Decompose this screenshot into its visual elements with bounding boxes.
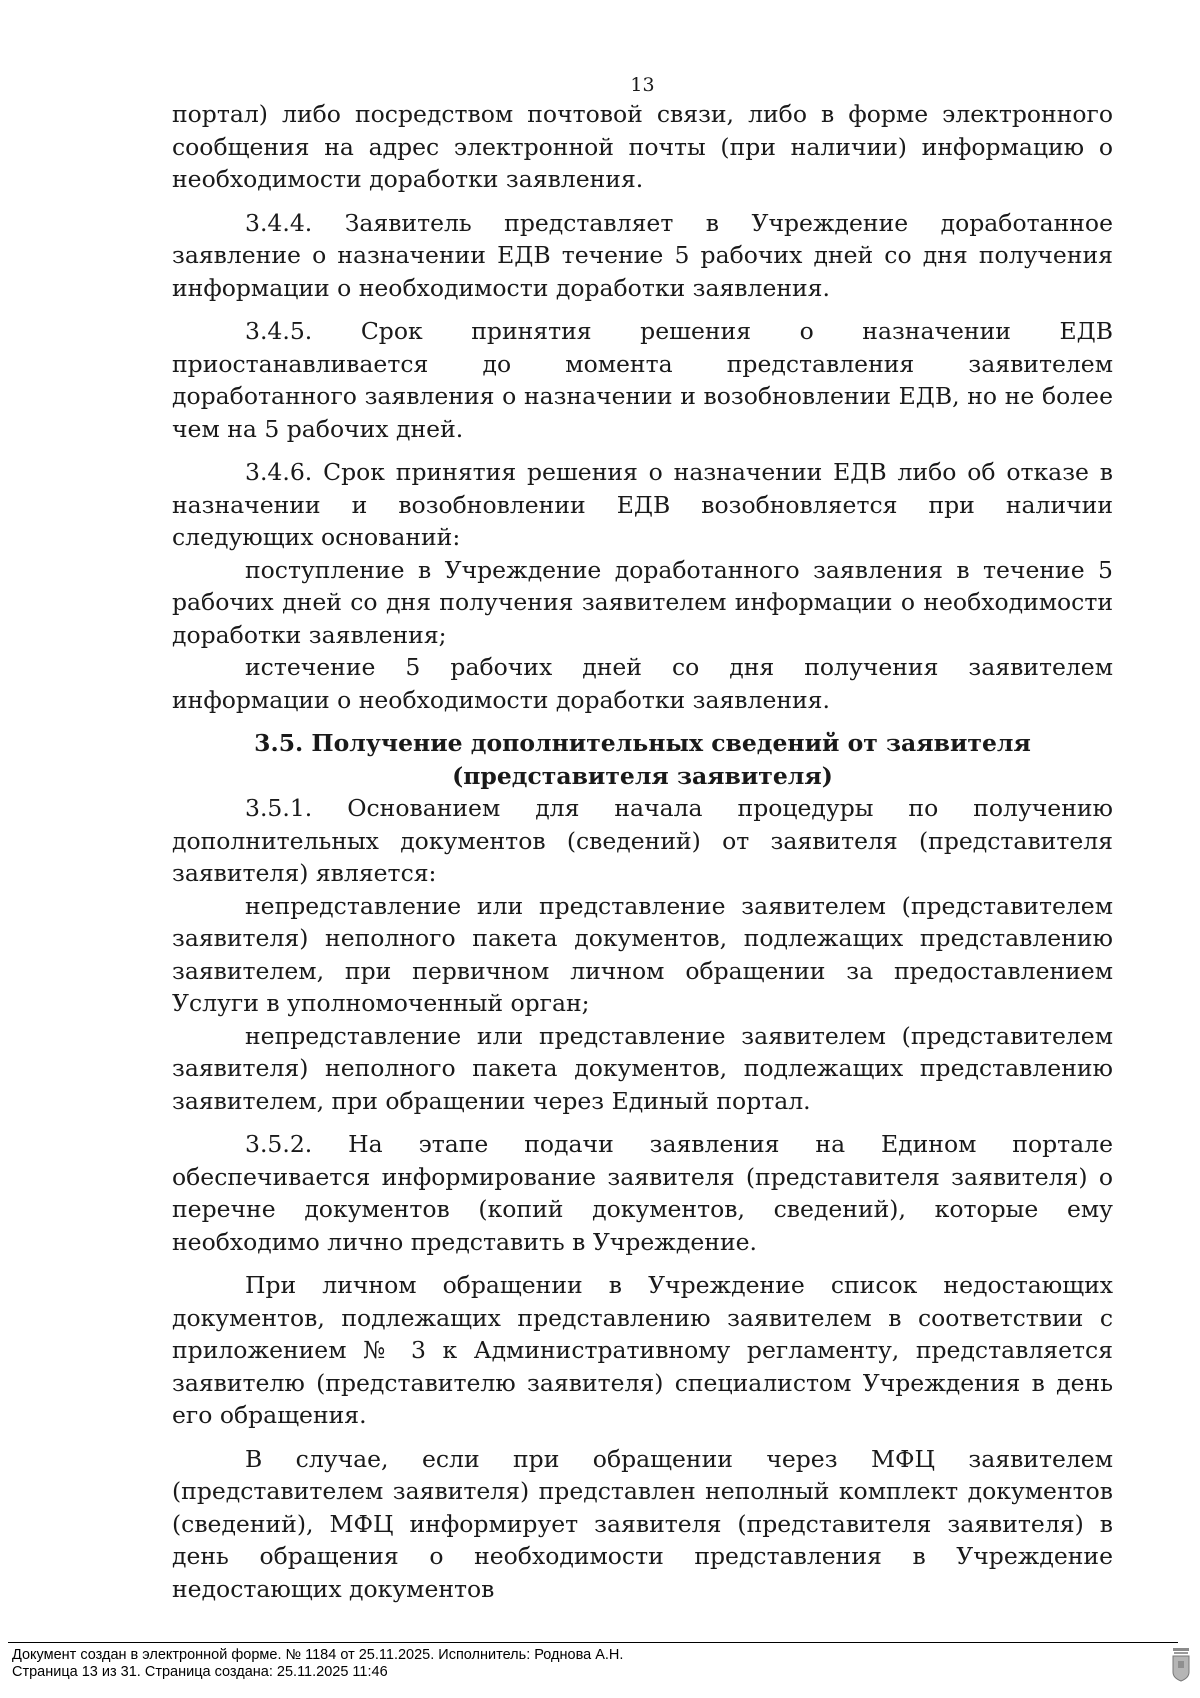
footer-divider [8, 1642, 1178, 1643]
paragraph-continuation: портал) либо посредством почтовой связи, либо в форме электронного сообщения на адрес электронной почты (при наличии) информацию о необходимости доработки заявления. [172, 100, 1113, 193]
page-number: 13 [630, 74, 655, 96]
document-footer [0, 1642, 1200, 1698]
section-heading-3-5: 3.5. Получение дополнительных сведений от заявителя (представителя заявителя) [254, 729, 1031, 790]
footer-document-info: Документ создан в электронной форме. № 1184 от 25.11.2025. Исполнитель: Роднова А.Н. [12, 1647, 624, 1663]
list-item-resubmission: поступление в Учреждение доработанного заявления в течение 5 рабочих дней со дня получения заявителем информации о необходимости доработки заявления; [172, 555, 1113, 649]
paragraph-3-5-2: 3.5.2. На этапе подачи заявления на Едином портале обеспечивается информирование заявителя (представителя заявителя) о перечне документов (копий документов, сведений), которые ему необходимо лично представить в Учреждение. [172, 1130, 1113, 1256]
footer-page-info: Страница 13 из 31. Страница создана: 25.11.2025 11:46 [12, 1663, 388, 1680]
footer-metadata [12, 1647, 623, 1680]
paragraph-3-4-4: 3.4.4. Заявитель представляет в Учреждение доработанное заявление о назначении ЕДВ течение 5 рабочих дней со дня получения информации о необходимости доработки заявления. [172, 208, 1113, 302]
paragraph-3-4-6: 3.4.6. Срок принятия решения о назначении ЕДВ либо об отказе в назначении и возобновлении ЕДВ возобновляется при наличии следующих оснований: [172, 458, 1113, 551]
paragraph-3-4-5: 3.4.5. Срок принятия решения о назначении ЕДВ приостанавливается до момента представления заявителем доработанного заявления о назначении и возобновлении ЕДВ, но не более чем на 5 рабочих дней. [172, 317, 1113, 443]
document-body [172, 98, 1113, 1605]
paragraph-mfc: В случае, если при обращении через МФЦ заявителем (представителем заявителя) представлен неполный комплект документов (сведений), МФЦ информирует заявителя (представителя заявителя) в день обращения о необходимости представления в Учреждение недостающих документов [172, 1444, 1113, 1603]
paragraph-3-5-1: 3.5.1. Основанием для начала процедуры по получению дополнительных документов (сведений) от заявителя (представителя заявителя) является: [172, 794, 1113, 887]
list-item-expiry: истечение 5 рабочих дней со дня получения заявителем информации о необходимости доработки заявления. [172, 653, 1113, 714]
list-item-portal: непредставление или представление заявителем (представителем заявителя) неполного пакета документов, подлежащих представлению заявителем, при обращении через Единый портал. [172, 1021, 1113, 1115]
list-item-first-visit: непредставление или представление заявителем (представителем заявителя) неполного пакета документов, подлежащих представлению заявителем, при первичном личном обращении за предоставлением Услуги в уполномоченный орган; [172, 891, 1113, 1017]
paragraph-personal-visit: При личном обращении в Учреждение список недостающих документов, подлежащих представлению заявителем в соответствии с приложением № 3 к Административному регламенту, представляется заявителю (представителю заявителя) специалистом Учреждения в день его обращения. [172, 1271, 1113, 1429]
coat-of-arms-icon [1170, 1646, 1192, 1682]
